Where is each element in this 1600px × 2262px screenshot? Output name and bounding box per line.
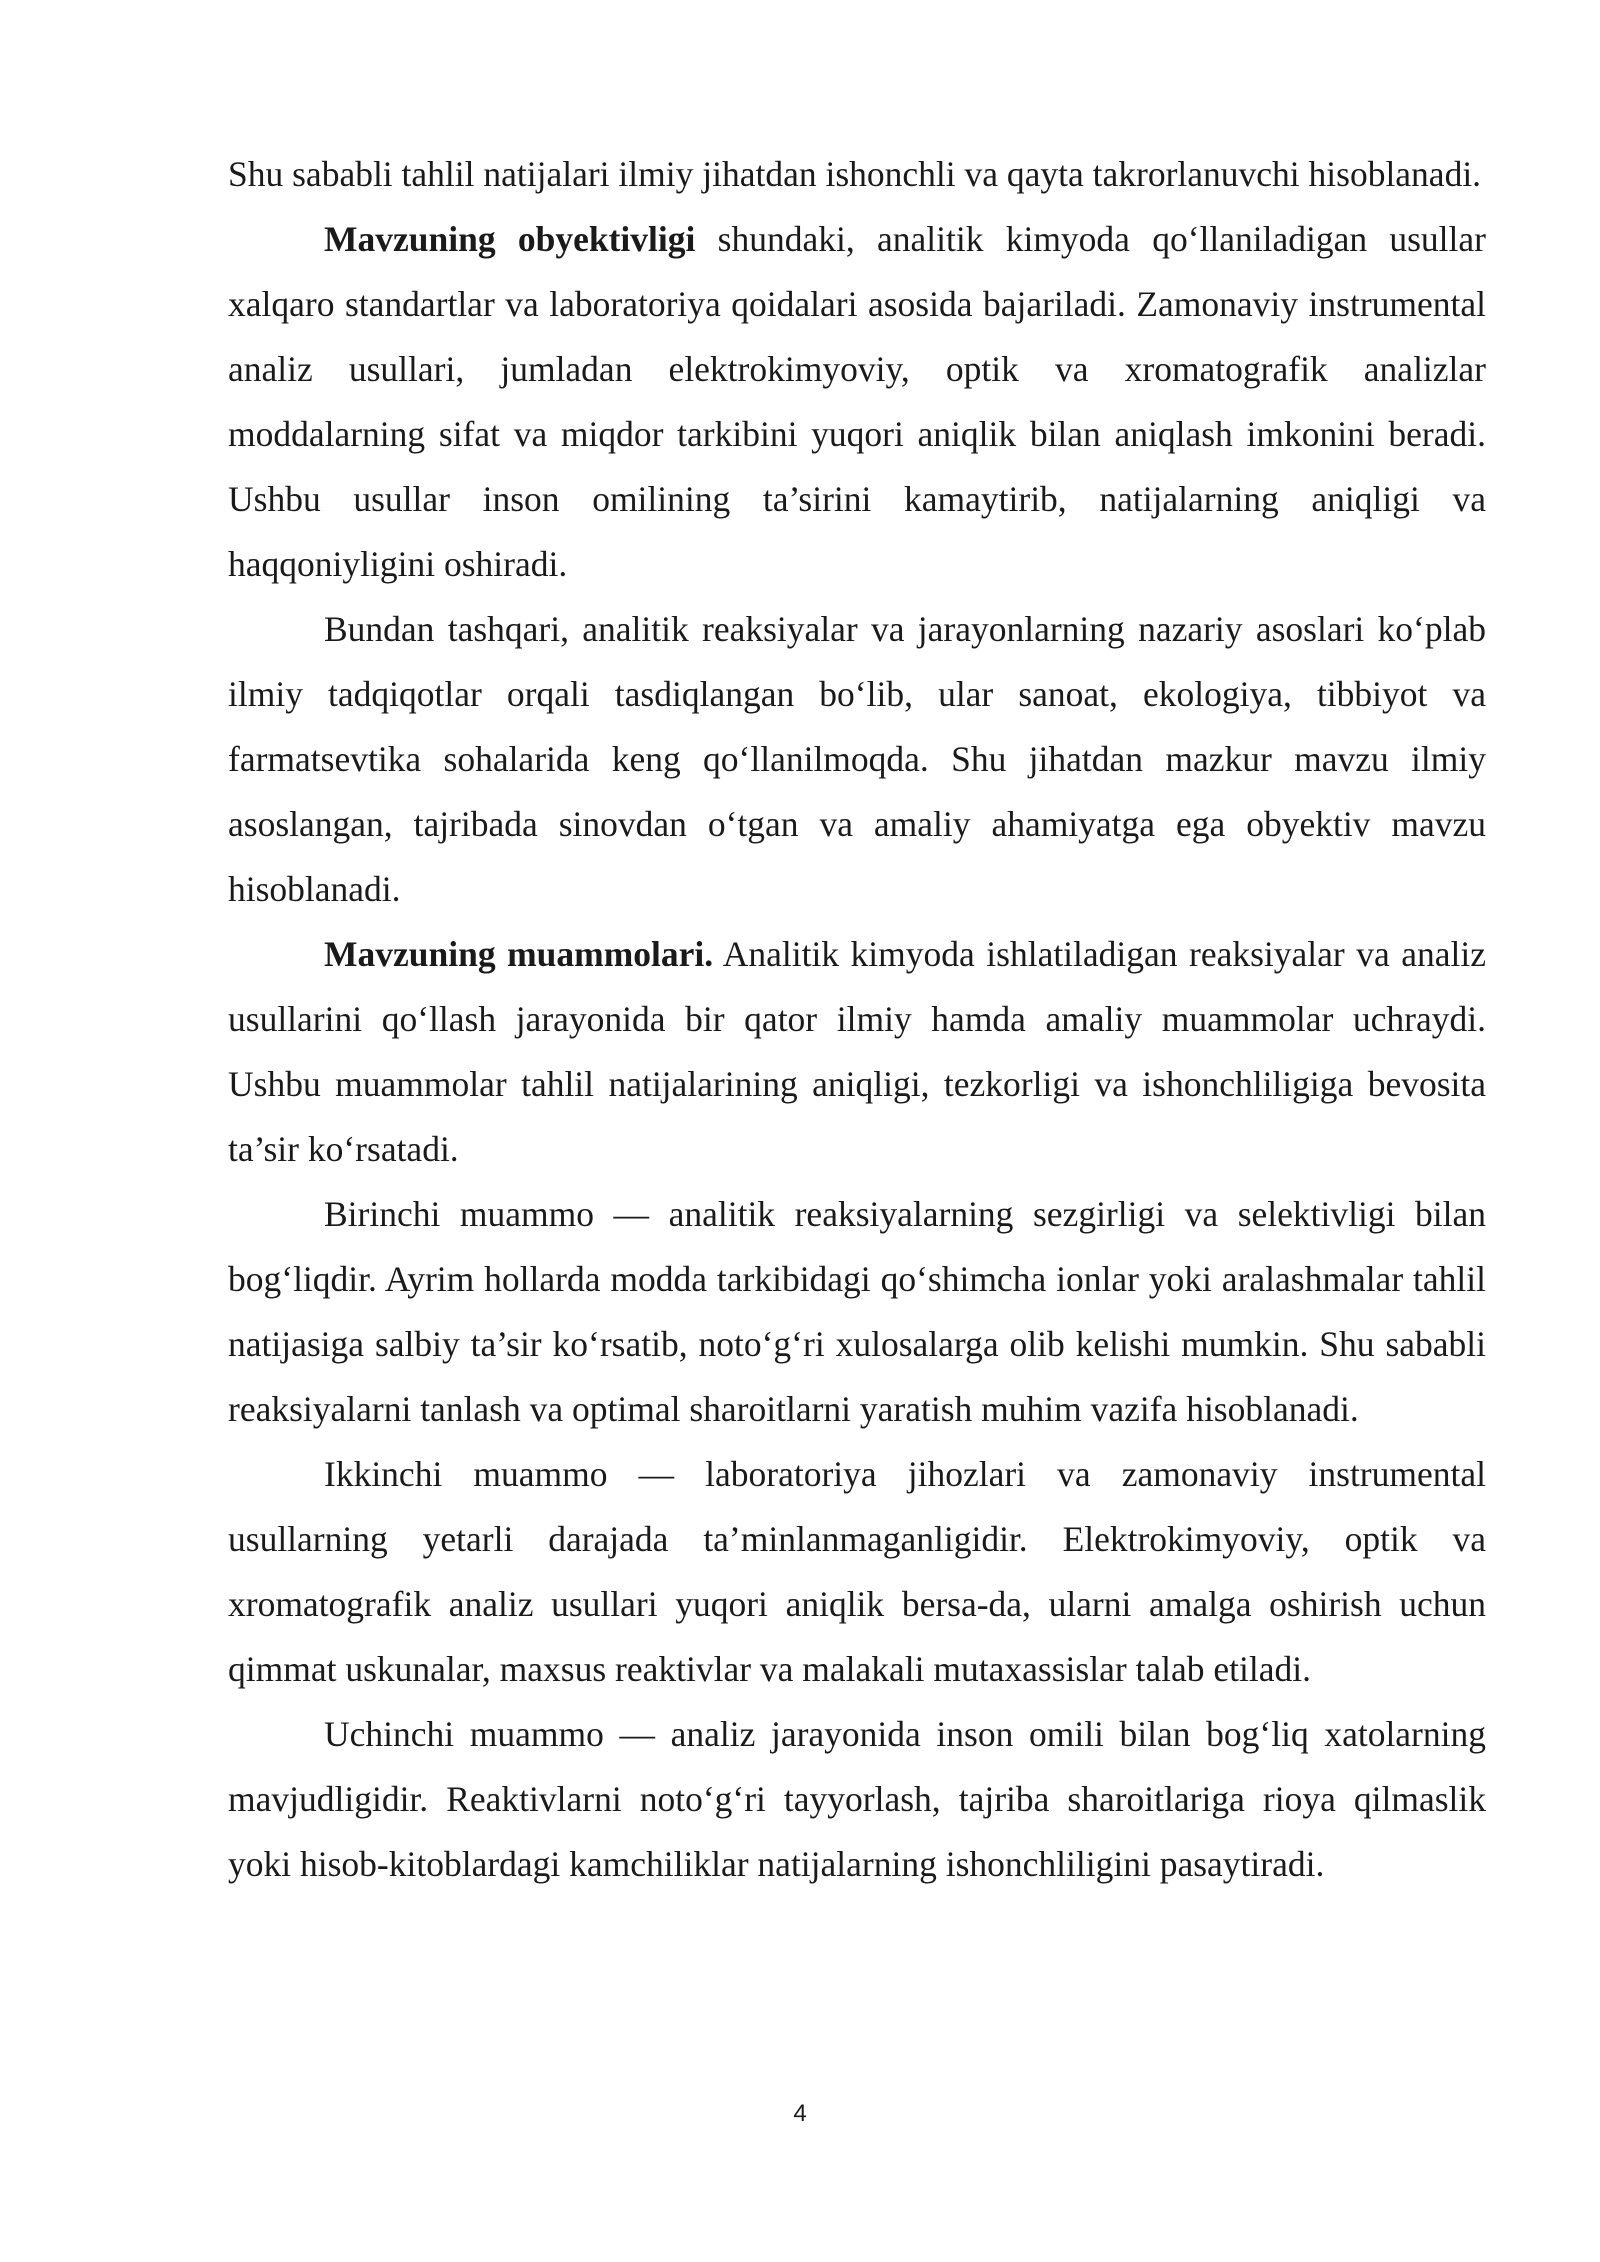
paragraph-text: Birinchi muammo — analitik reaksiyalarning sezgirligi va selektivligi bilan bog‘liqdir. Ayrim hollarda modda tarkibidagi qo‘shimcha ionlar yoki aralashmalar tahlil natijasiga salbiy ta’sir ko‘rsatib, noto‘g‘ri xulosalarga olib kelishi mumkin. Shu sababli reaksiyalarni tanlash va optimal sharoitlarni yaratish muhim vazifa hisoblanadi. [228,1194,1486,1429]
paragraph-additionally [228,597,1486,922]
paragraph-text: Bundan tashqari, analitik reaksiyalar va jarayonlarning nazariy asoslari ko‘plab ilmiy tadqiqotlar orqali tasdiqlangan bo‘lib, ular sanoat, ekologiya, tibbiyot va farmatsevtika sohalarida keng qo‘llanilmoqda. Shu jihatdan mazkur mavzu ilmiy asoslangan, tajribada sinovdan o‘tgan va amaliy ahamiyatga ega obyektiv mavzu hisoblanadi. [228,609,1486,909]
paragraph-text: Shu sababli tahlil natijalari ilmiy jihatdan ishonchli va qayta takrorlanuvchi hisoblanadi. [228,154,1482,194]
paragraph-lead-heading: Mavzuning obyektivligi [324,219,696,259]
paragraph-text: shundaki, analitik kimyoda qo‘llaniladigan usullar xalqaro standartlar va laboratoriya qoidalari asosida bajariladi. Zamonaviy instrumental analiz usullari, jumladan elektrokimyoviy, optik va xromatografik analizlar moddalarning sifat va miqdor tarkibini yuqori aniqlik bilan aniqlash imkonini beradi. Ushbu usullar inson omilining ta’sirini kamaytirib, natijalarning aniqligi va haqqoniyligini oshiradi. [228,219,1486,584]
paragraph-first-problem [228,1182,1486,1442]
paragraph-lead-heading: Mavzuning muammolari. [324,934,714,974]
paragraph-text: Analitik kimyoda ishlatiladigan reaksiyalar va analiz usullarini qo‘llash jarayonida bir qator ilmiy hamda amaliy muammolar uchraydi. Ushbu muammolar tahlil natijalarining aniqligi, tezkorligi va ishonchliligiga bevosita ta’sir ko‘rsatadi. [228,934,1486,1169]
paragraph-problems [228,922,1486,1182]
paragraph-continuation [228,142,1486,207]
paragraph-text: Ikkinchi muammo — laboratoriya jihozlari va zamonaviy instrumental usullarning yetarli darajada ta’minlanmaganligidir. Elektrokimyoviy, optik va xromatografik analiz usullari yuqori aniqlik bersa-da, ularni amalga oshirish uchun qimmat uskunalar, maxsus reaktivlar va malakali mutaxassislar talab etiladi. [228,1454,1486,1689]
paragraph-third-problem [228,1702,1486,1897]
page-number: 4 [793,2100,807,2127]
document-page [228,142,1486,1897]
paragraph-objectivity [228,207,1486,597]
paragraph-text: Uchinchi muammo — analiz jarayonida inson omili bilan bog‘liq xatolarning mavjudligidir. Reaktivlarni noto‘g‘ri tayyorlash, tajriba sharoitlariga rioya qilmaslik yoki hisob-kitoblardagi kamchiliklar natijalarning ishonchliligini pasaytiradi. [228,1714,1486,1884]
paragraph-second-problem [228,1442,1486,1702]
